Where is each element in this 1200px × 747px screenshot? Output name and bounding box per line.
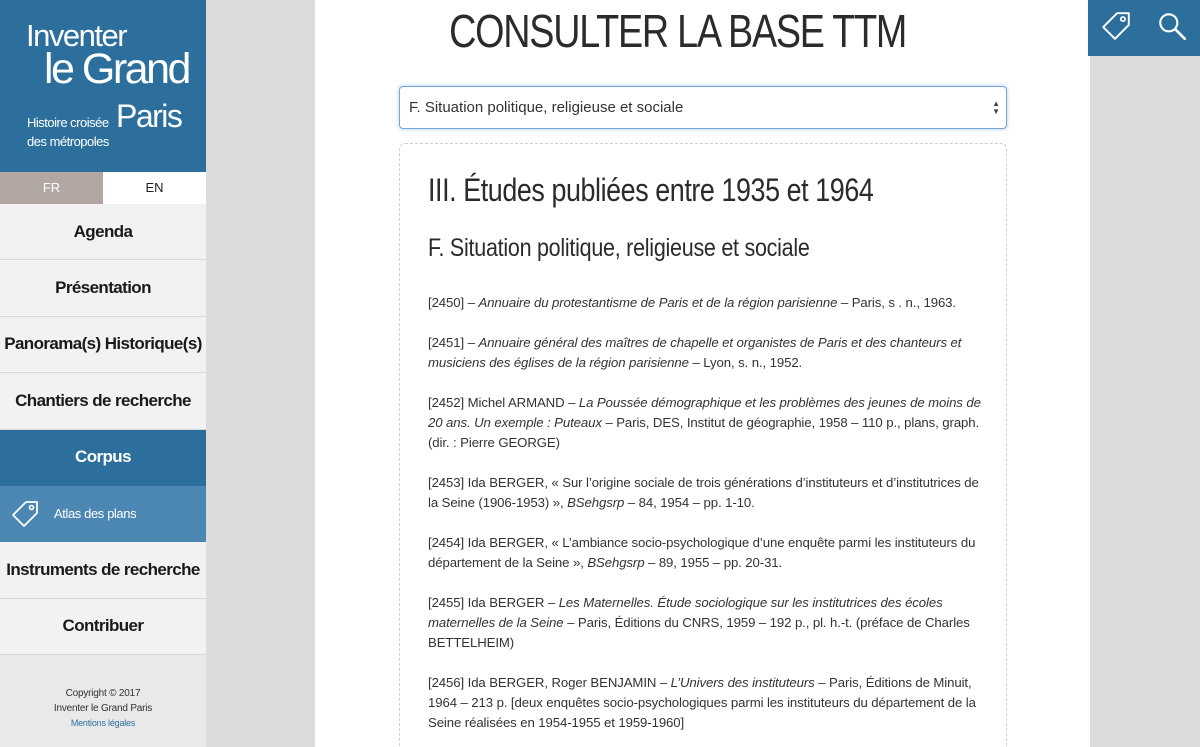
tags-button[interactable]: [1088, 0, 1144, 56]
footer-site-name: Inventer le Grand Paris: [53, 703, 153, 714]
section-heading: III. Études publiées entre 1935 et 1964: [428, 172, 874, 208]
section-select[interactable]: [399, 86, 1007, 129]
nav-item-presentation[interactable]: Présentation: [0, 260, 206, 316]
section-select-value: F. Situation politique, religieuse et sociale: [409, 99, 684, 116]
select-arrows-icon: ▲ ▼: [992, 99, 1000, 116]
logo-subtitle-1: Histoire croisée: [27, 115, 109, 130]
lang-en-button[interactable]: EN: [103, 172, 206, 204]
nav-item-instruments[interactable]: Instruments de recherche: [0, 542, 206, 598]
list-item: [2453] Ida BERGER, « Sur l’origine sociale de trois générations d’instituteurs et d’institutrices de la Seine (1906-1953) », BSehgsrp – 84, 1954 – pp. 1-10.: [428, 475, 979, 510]
main-nav: [0, 204, 206, 655]
sidebar-footer: [0, 686, 206, 731]
tag-icon: [1100, 10, 1132, 47]
top-icon-bar: [1088, 0, 1200, 56]
list-item: [2450] – Annuaire du protestantisme de Paris et de la région parisienne – Paris, s . n., 1963.: [428, 295, 956, 310]
list-item: [2455] Ida BERGER – Les Maternelles. Étude sociologique sur les institutrices des écoles maternelles de la Seine – Paris, Éditions du CNRS, 1959 – 192 p., pl. h.-t. (préface de Charles BETTELHEIM): [428, 595, 970, 650]
tag-icon: [10, 499, 40, 529]
nav-item-panoramas[interactable]: Panorama(s) Historique(s): [0, 317, 206, 373]
list-item: [2452] Michel ARMAND – La Poussée démographique et les problèmes des jeunes de moins de 20 ans. Un exemple : Puteaux – Paris, DES, Institut de géographie, 1958 – 110 p., plans, graph. (dir. : Pierre GEORGE): [428, 395, 981, 450]
page-title: CONSULTER LA BASE TTM: [449, 5, 907, 57]
lang-fr-button[interactable]: FR: [0, 172, 103, 204]
nav-item-contribuer[interactable]: Contribuer: [0, 599, 206, 655]
nav-item-agenda[interactable]: Agenda: [0, 204, 206, 260]
sidebar: [0, 0, 206, 747]
logo-line-2: le Grand: [44, 45, 189, 93]
nav-item-chantiers[interactable]: Chantiers de recherche: [0, 373, 206, 429]
legal-link[interactable]: Mentions légales: [70, 718, 136, 728]
main-content: [315, 0, 1090, 747]
copyright-text: Copyright © 2017: [65, 688, 141, 699]
nav-item-atlas[interactable]: [0, 486, 206, 542]
logo-subtitle: [27, 113, 109, 151]
list-item: [2451] – Annuaire général des maîtres de chapelle et organistes de Paris et des chanteurs et musiciens des églises de la région parisienne – Lyon, s. n., 1952.: [428, 335, 962, 370]
results-panel: [399, 143, 1007, 747]
logo-line-1: Inventer: [26, 18, 127, 53]
list-item: [2456] Ida BERGER, Roger BENJAMIN – L’Univers des instituteurs – Paris, Éditions de Minuit, 1964 – 213 p. [deux enquêtes socio-psychologiques parmi les instituteurs du département de la Seine réalisées en 1954-1955 et 1959-1960]: [428, 675, 976, 730]
subsection-heading: F. Situation politique, religieuse et sociale: [428, 234, 810, 262]
nav-item-atlas-label: Atlas des plans: [54, 506, 137, 522]
search-button[interactable]: [1144, 0, 1200, 56]
logo-line-3: Paris: [116, 98, 182, 134]
nav-item-corpus[interactable]: Corpus: [0, 430, 206, 486]
language-switch: [0, 172, 206, 204]
bibliography-list: [428, 293, 984, 747]
list-item: [2454] Ida BERGER, « L’ambiance socio-psychologique d’une enquête parmi les instituteurs du département de la Seine », BSehgsrp – 89, 1955 – pp. 20-31.: [428, 535, 976, 570]
site-logo[interactable]: [0, 0, 206, 172]
search-icon: [1156, 10, 1188, 47]
logo-subtitle-2: des métropoles: [27, 134, 109, 149]
